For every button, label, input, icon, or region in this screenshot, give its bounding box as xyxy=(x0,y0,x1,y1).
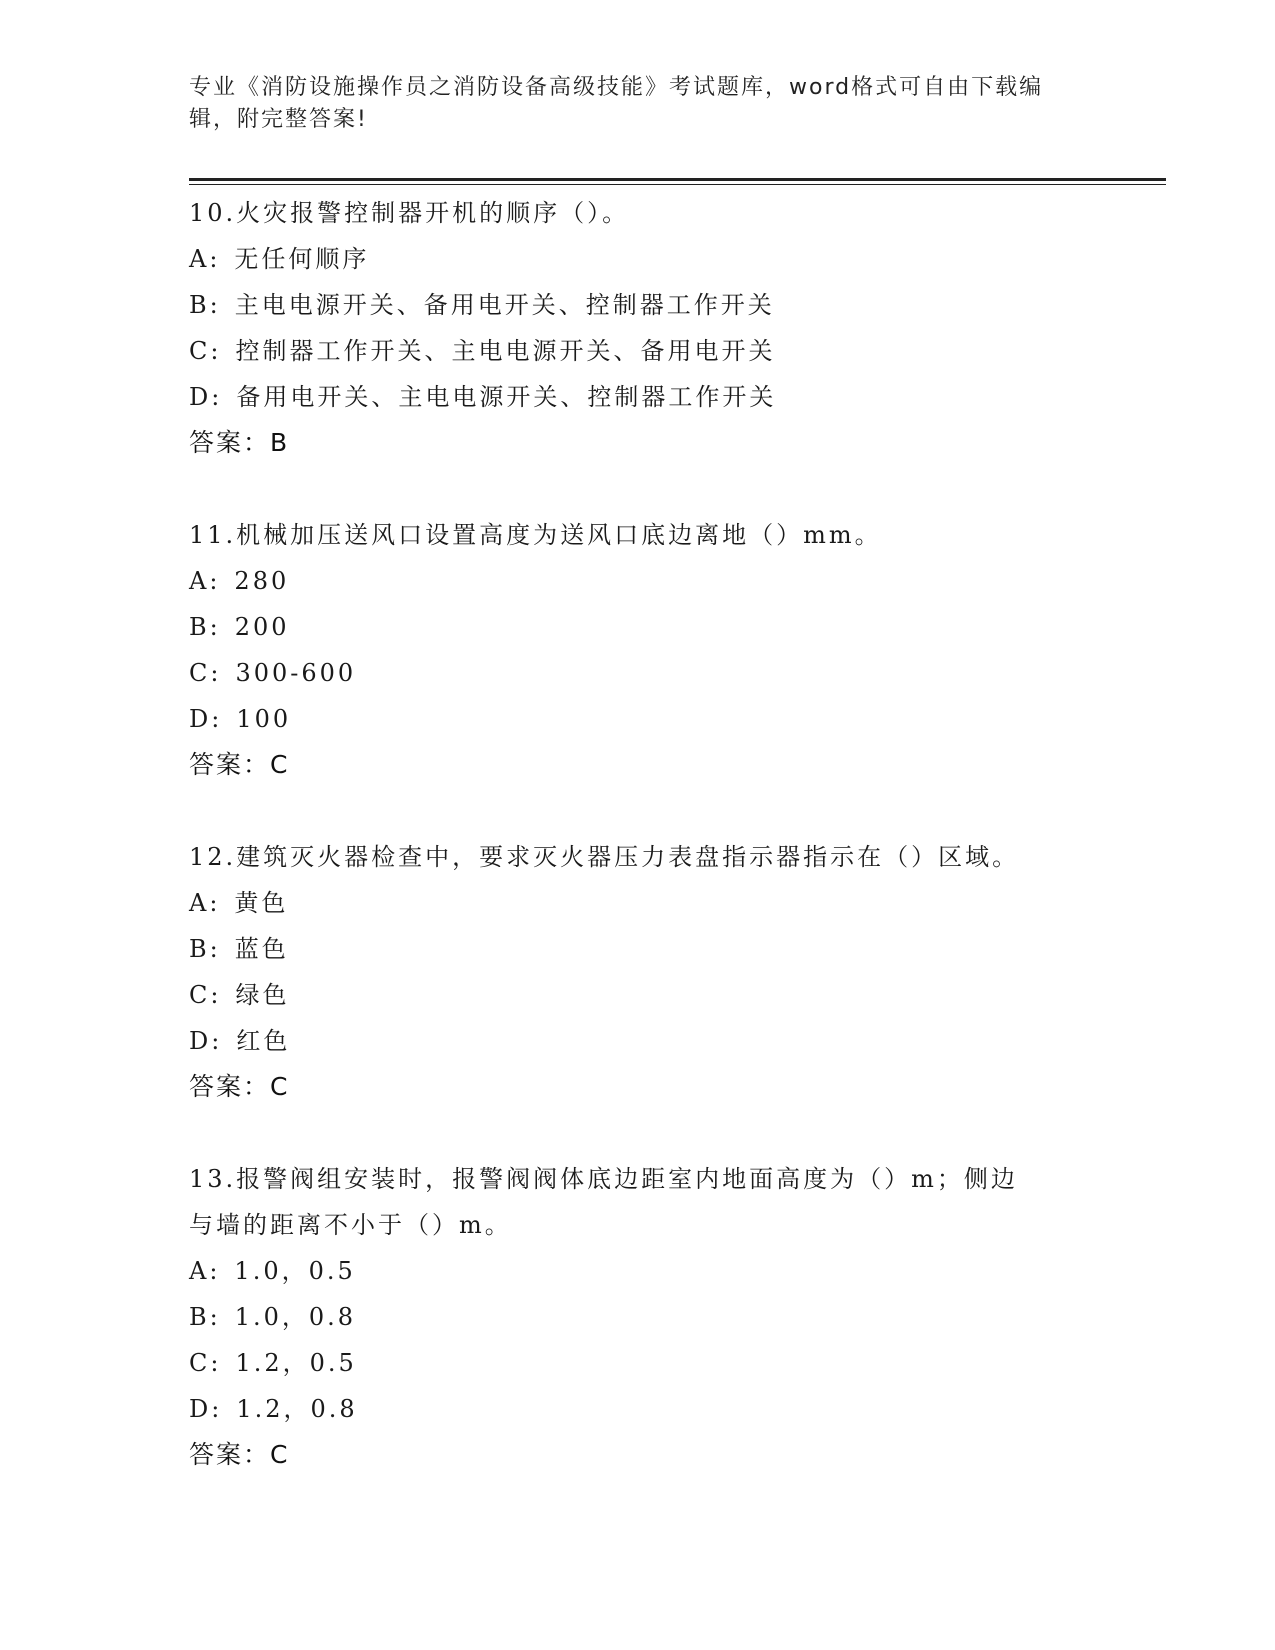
option-b xyxy=(189,604,1089,650)
option-key: C: xyxy=(189,659,222,687)
option-c xyxy=(189,1340,1089,1386)
option-text: 备用电开关、主电电源开关、控制器工作开关 xyxy=(236,383,777,411)
option-key: C: xyxy=(189,337,222,365)
question-list xyxy=(189,190,1089,1478)
option-key: D: xyxy=(189,705,223,733)
answer-line: 答案：C xyxy=(189,1440,290,1469)
header-line-2: 辑，附完整答案! xyxy=(189,107,368,132)
header-divider-thin xyxy=(189,184,1166,185)
option-b xyxy=(189,282,1089,328)
option-text: 红色 xyxy=(236,1027,291,1055)
option-text: 1.0，0.8 xyxy=(234,1303,357,1331)
question-stem: 11.机械加压送风口设置高度为送风口底边离地（）mm。 xyxy=(189,521,882,549)
option-text: 黄色 xyxy=(234,889,289,917)
answer-line: 答案：C xyxy=(189,1072,290,1101)
document-header xyxy=(189,72,1069,136)
question-stem: 13.报警阀组安装时，报警阀阀体底边距室内地面高度为（）m；侧边 与墙的距离不小于（）m。 xyxy=(189,1165,1018,1239)
option-text: 300-600 xyxy=(235,659,357,687)
answer-line: 答案：B xyxy=(189,428,290,457)
question-11 xyxy=(189,512,1089,788)
option-a xyxy=(189,558,1089,604)
answer-line: 答案：C xyxy=(189,750,290,779)
option-a xyxy=(189,880,1089,926)
option-text: 主电电源开关、备用电开关、控制器工作开关 xyxy=(234,291,775,319)
option-key: D: xyxy=(189,1395,223,1423)
option-d xyxy=(189,1386,1089,1432)
header-divider-thick xyxy=(189,178,1166,181)
option-key: D: xyxy=(189,383,223,411)
header-line-1: 专业《消防设施操作员之消防设备高级技能》考试题库，word格式可自由下载编 xyxy=(189,75,1044,100)
option-d xyxy=(189,374,1089,420)
option-key: A: xyxy=(189,567,221,595)
question-stem: 10.火灾报警控制器开机的顺序（）。 xyxy=(189,199,630,227)
option-d xyxy=(189,696,1089,742)
option-c xyxy=(189,328,1089,374)
option-text: 控制器工作开关、主电电源开关、备用电开关 xyxy=(235,337,776,365)
option-text: 无任何顺序 xyxy=(234,245,370,273)
option-key: A: xyxy=(189,1257,221,1285)
question-spacer xyxy=(189,1110,1089,1156)
question-stem: 12.建筑灭火器检查中，要求灭火器压力表盘指示器指示在（）区域。 xyxy=(189,843,1020,871)
option-text: 1.0，0.5 xyxy=(234,1257,356,1285)
option-key: D: xyxy=(189,1027,223,1055)
option-text: 蓝色 xyxy=(234,935,289,963)
option-a xyxy=(189,236,1089,282)
option-c xyxy=(189,650,1089,696)
option-key: C: xyxy=(189,981,222,1009)
question-13 xyxy=(189,1156,1089,1478)
option-text: 280 xyxy=(234,567,290,595)
option-c xyxy=(189,972,1089,1018)
option-key: A: xyxy=(189,889,221,917)
question-spacer xyxy=(189,466,1089,512)
option-d xyxy=(189,1018,1089,1064)
question-10 xyxy=(189,190,1089,466)
option-text: 绿色 xyxy=(235,981,290,1009)
option-b xyxy=(189,1294,1089,1340)
option-key: B: xyxy=(189,613,221,641)
option-key: B: xyxy=(189,935,221,963)
option-text: 1.2，0.5 xyxy=(235,1349,357,1377)
option-key: B: xyxy=(189,291,221,319)
question-spacer xyxy=(189,788,1089,834)
option-text: 100 xyxy=(236,705,292,733)
question-12 xyxy=(189,834,1089,1110)
option-key: C: xyxy=(189,1349,222,1377)
option-text: 1.2，0.8 xyxy=(236,1395,358,1423)
option-a xyxy=(189,1248,1089,1294)
option-text: 200 xyxy=(234,613,290,641)
option-key: A: xyxy=(189,245,221,273)
option-b xyxy=(189,926,1089,972)
option-key: B: xyxy=(189,1303,221,1331)
